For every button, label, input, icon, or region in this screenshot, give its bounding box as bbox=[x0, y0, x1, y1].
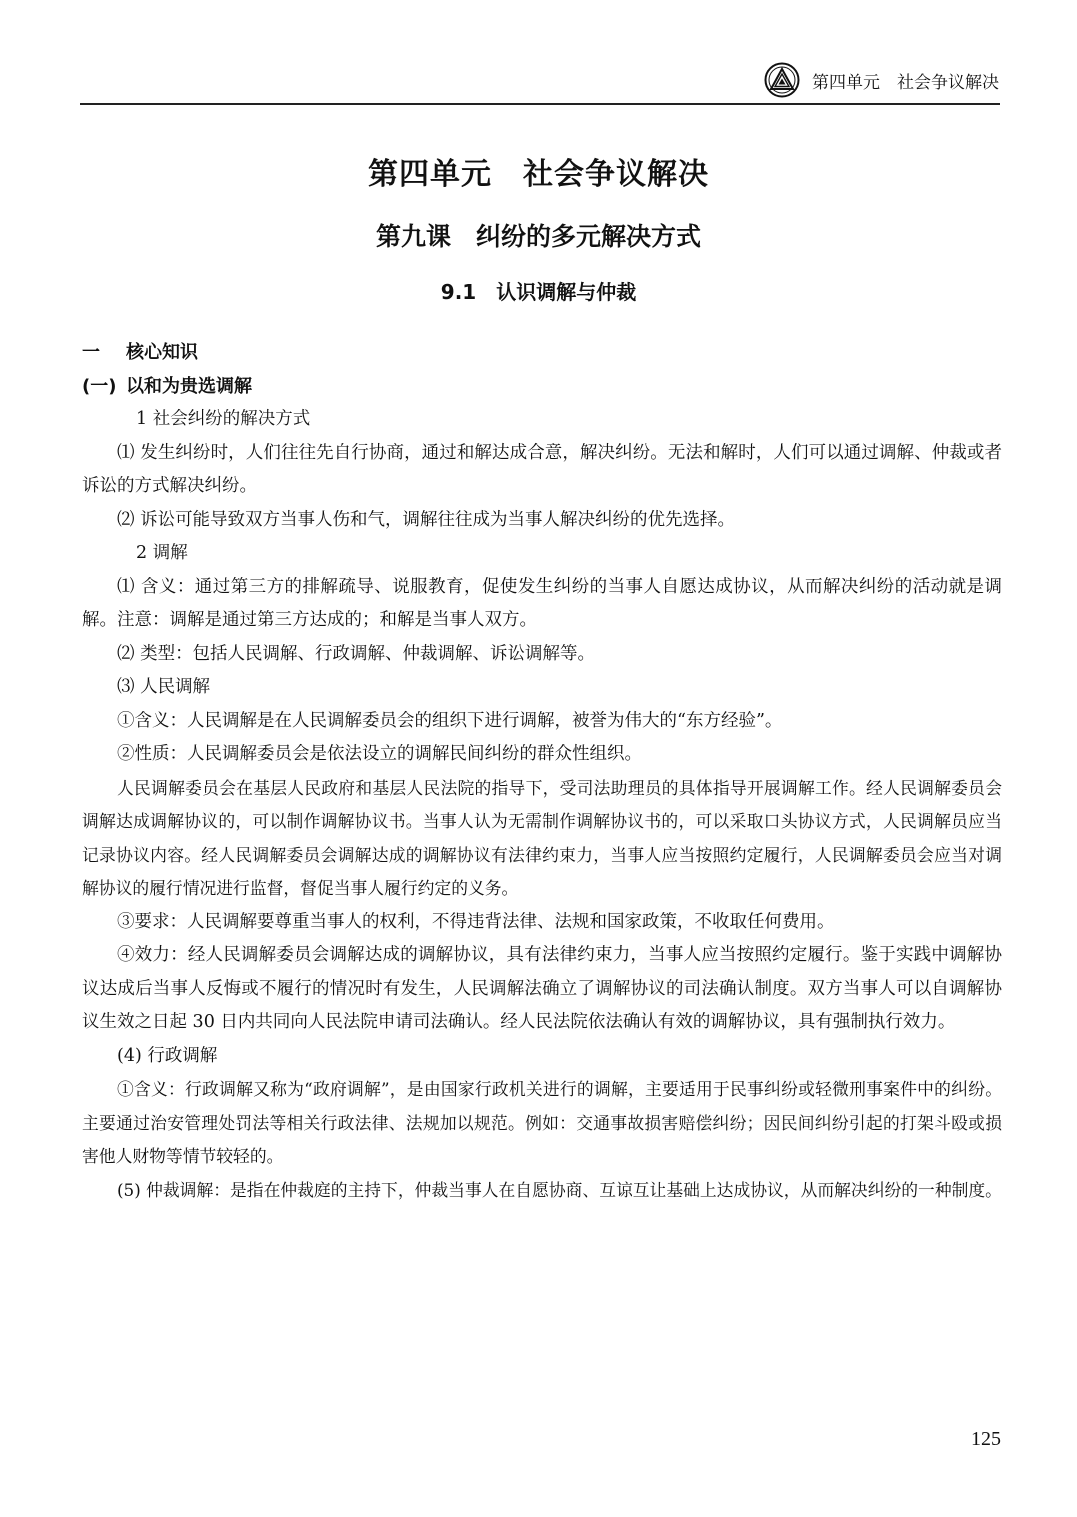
unit-title: 第四单元 社会争议解决 bbox=[368, 157, 709, 192]
emblem-triangle-icon bbox=[764, 62, 800, 98]
running-header bbox=[764, 60, 999, 100]
paragraph-1: ⑴ 发生纠纷时，人们往往先自行协商，通过和解达成合意，解决纠纷。无法和解时，人们可以通过调解、仲裁或者诉讼的方式解决纠纷。 bbox=[82, 442, 1002, 496]
paragraph-10: ④效力：经人民调解委员会调解达成的调解协议，具有法律约束力，当事人应当按照约定履行。鉴于实践中调解协议达成后当事人反悔或不履行的情况时有发生，人民调解法确立了调解协议的司法确认制度。双方当事人可以自调解协议生效之日起 30 日内共同向人民法院申请司法确认。经人民法院依法确认有效的调解协议，具有强制执行效力。 bbox=[82, 945, 1002, 1032]
paragraph-12: ①含义：行政调解又称为“政府调解”，是由国家行政机关进行的调解，主要适用于民事纠纷或轻微刑事案件中的纠纷。主要通过治安管理处罚法等相关行政法律、法规加以规范。例如：交通事故损害赔偿纠纷；因民间纠纷引起的打架斗殴或损害他人财物等情节较轻的。 bbox=[82, 1079, 1002, 1166]
item-heading-1: 1 社会纠纷的解决方式 bbox=[136, 409, 311, 429]
lesson-title: 第九课 纠纷的多元解决方式 bbox=[375, 222, 701, 251]
item-heading-2: 2 调解 bbox=[136, 543, 188, 563]
subheading-text: 以和为贵选调解 bbox=[126, 375, 252, 397]
paragraph-3: ⑴ 含义：通过第三方的排解疏导、说服教育，促使发生纠纷的当事人自愿达成协议，从而解决纠纷的活动就是调解。注意：调解是通过第三方达成的；和解是当事人双方。 bbox=[82, 576, 1002, 630]
paragraph-6: ①含义：人民调解是在人民调解委员会的组织下进行调解，被誉为伟大的“东方经验”。 bbox=[117, 710, 783, 731]
subheading-mark: (一) bbox=[82, 375, 117, 397]
paragraph-13: (5) 仲裁调解：是指在仲裁庭的主持下，仲裁当事人在自愿协商、互谅互让基础上达成协议，从而解决纠纷的一种制度。 bbox=[117, 1179, 1002, 1200]
subheading-mediation bbox=[82, 370, 1002, 404]
paragraph-8: 人民调解委员会在基层人民政府和基层人民法院的指导下，受司法助理员的具体指导开展调解工作。经人民调解委员会调解达成调解协议的，可以制作调解协议书。当事人认为无需制作调解协议书的，可以采取口头协议方式，人民调解员应当记录协议内容。经人民调解委员会调解达成的调解协议有法律约束力，当事人应当按照约定履行，人民调解委员会应当对调解协议的履行情况进行监督，督促当事人履行约定的义务。 bbox=[82, 777, 1002, 898]
paragraph-7: ②性质：人民调解委员会是依法设立的调解民间纠纷的群众性组织。 bbox=[117, 744, 642, 764]
paragraph-2: ⑵ 诉讼可能导致双方当事人伤和气，调解往往成为当事人解决纠纷的优先选择。 bbox=[117, 509, 736, 530]
paragraph-9: ③要求：人民调解要尊重当事人的权利，不得违背法律、法规和国家政策，不收取任何费用。 bbox=[117, 911, 835, 932]
paragraph-4: ⑵ 类型：包括人民调解、行政调解、仲裁调解、诉讼调解等。 bbox=[117, 643, 596, 664]
body-text bbox=[82, 336, 1002, 1207]
paragraph-11: (4) 行政调解 bbox=[117, 1045, 218, 1066]
page-number: 125 bbox=[971, 1428, 1001, 1450]
section-title: 9.1 认识调解与仲裁 bbox=[440, 280, 637, 304]
heading-text: 核心知识 bbox=[126, 342, 198, 363]
heading-mark: 一 bbox=[82, 342, 100, 363]
title-block bbox=[0, 148, 1077, 312]
running-title: 第四单元 社会争议解决 bbox=[812, 72, 999, 93]
header-rule bbox=[80, 103, 1000, 105]
paragraph-5: ⑶ 人民调解 bbox=[117, 677, 211, 697]
heading-core-knowledge bbox=[82, 336, 1002, 370]
